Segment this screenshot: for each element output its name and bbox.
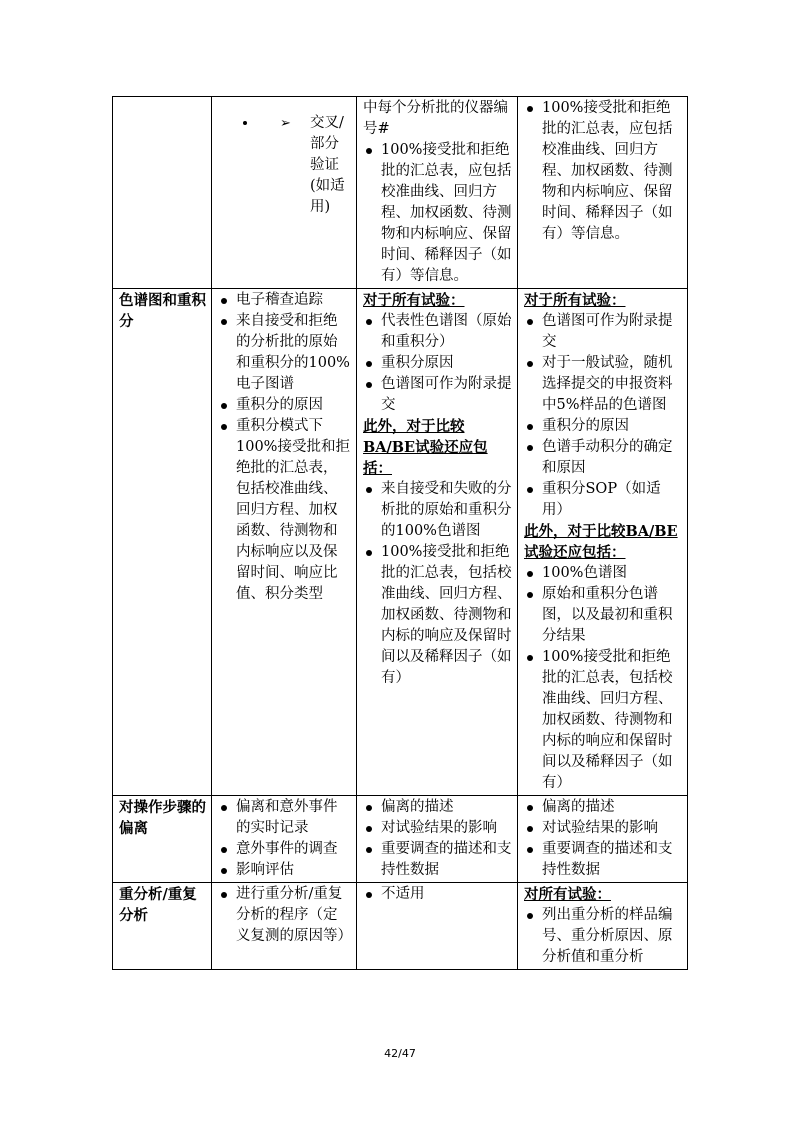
list-item [218,884,351,947]
bullet-icon [527,424,533,430]
requirements-table [112,96,688,970]
list-item [258,113,351,218]
bullet-icon [221,847,227,853]
bullet-icon [527,826,533,832]
table-row [113,97,688,289]
bullet-icon [366,805,372,811]
list-item [524,98,682,245]
bullet-icon [527,106,533,112]
section-heading: 对于所有试验： [363,292,465,309]
bullet-icon [221,805,227,811]
list-item-text: 来自接受和拒绝的分析批的原始和重积分的100%电子图谱 [236,313,350,392]
bullet-list [363,884,512,905]
list-item-text: 对于一般试验，随机选择提交的申报资料中5%样品的色谱图 [542,355,673,413]
list-item-text: 重要调查的描述和支持性数据 [381,841,512,878]
row-category-cell [113,289,212,796]
list-item [524,584,682,647]
bullet-list [218,113,351,218]
list-item-text: 对试验结果的影响 [381,820,497,836]
bullet-list [524,311,682,521]
list-item [363,818,512,839]
content-cell-c2 [212,97,357,289]
list-item-text: 100%接受批和拒绝批的汇总表，应包括校准曲线、回归方程、加权函数、待测物和内标响应、保留时间、稀释因子（如有）等信息。 [381,142,512,284]
list-item-text: 色谱图可作为附录提交 [381,376,512,413]
table-row [113,883,688,970]
content-cell-c4 [518,796,688,883]
bullet-list [524,797,682,881]
list-item [524,818,682,839]
bullet-icon [366,550,372,556]
bullet-icon [527,655,533,661]
list-item-text: 偏离和意外事件的实时记录 [236,799,338,836]
arrow-bullet-icon: • ➢ [280,115,291,131]
list-item-text: 重积分SOP（如适用） [542,481,661,518]
cell-text: 中每个分析批的仪器编号# [363,100,508,137]
list-item [363,839,512,881]
list-item-text: 100%接受批和拒绝批的汇总表，包括校准曲线、回归方程、加权函数、待测物和内标的响应和保留时间以及稀释因子（如有） [542,649,673,791]
bullet-icon [366,319,372,325]
list-item [218,839,351,860]
list-item-text: 列出重分析的样品编号、重分析原因、原分析值和重分析 [542,907,673,965]
content-cell-c2 [212,289,357,796]
content-cell-c4 [518,289,688,796]
bullet-icon [221,892,227,898]
list-item-text: 100%接受批和拒绝批的汇总表，包括校准曲线、回归方程、加权函数、待测物和内标的响应及保留时间以及稀释因子（如有） [381,544,512,686]
list-item [524,311,682,353]
list-item [218,416,351,605]
row-category-cell [113,883,212,970]
table-row [113,796,688,883]
list-item [363,797,512,818]
bullet-list [524,563,682,794]
content-cell-c2 [212,796,357,883]
list-item [218,395,351,416]
bullet-icon [527,487,533,493]
bullet-icon [221,403,227,409]
bullet-list [363,797,512,881]
list-item-text: 色谱图可作为附录提交 [542,313,673,350]
list-item [524,353,682,416]
bullet-icon [527,913,533,919]
bullet-icon [221,319,227,325]
list-item-text: 偏离的描述 [542,799,615,815]
list-item [524,797,682,818]
section-heading: 对所有试验： [524,886,611,903]
bullet-list [363,311,512,416]
bullet-list [218,884,351,947]
table-body [113,97,688,970]
row-category-label: 对操作步骤的偏离 [119,799,206,837]
list-item [363,542,512,689]
content-cell-c4 [518,97,688,289]
content-cell-c3 [357,289,518,796]
bullet-icon [527,805,533,811]
list-item-text: 色谱手动积分的确定和原因 [542,439,673,476]
list-item [524,647,682,794]
list-item-text: 重积分的原因 [542,418,629,434]
bullet-list [363,140,512,287]
bullet-icon [366,892,372,898]
bullet-icon [527,361,533,367]
list-item-text: 影响评估 [236,862,294,878]
list-item-text: 来自接受和失败的分析批的原始和重积分的100%色谱图 [381,481,512,539]
content-cell-c3 [357,883,518,970]
list-item [524,563,682,584]
list-item-text: 交叉/部分验证(如适用) [310,114,345,215]
list-item-text: 代表性色谱图（原始和重积分） [381,313,512,350]
list-item-text: 对试验结果的影响 [542,820,658,836]
content-cell-c2 [212,883,357,970]
list-item [363,479,512,542]
list-item [524,416,682,437]
list-item-text: 重积分模式下100%接受批和拒绝批的汇总表，包括校准曲线、回归方程、加权函数、待测物和内标响应以及保留时间、响应比值、积分类型 [236,418,350,602]
bullet-icon [366,487,372,493]
list-item-text: 100%接受批和拒绝批的汇总表，应包括校准曲线、回归方程、加权函数、待测物和内标响应、保留时间、稀释因子（如有）等信息。 [542,100,673,242]
list-item-text: 意外事件的调查 [236,841,338,857]
section-heading: 对于所有试验： [524,292,626,309]
bullet-icon [527,445,533,451]
row-category-label: 重分析/重复分析 [119,886,197,924]
bullet-icon [366,148,372,154]
list-item-text: 不适用 [381,886,425,902]
bullet-icon [366,382,372,388]
bullet-list [524,905,682,968]
list-item [524,905,682,968]
content-cell-c4 [518,883,688,970]
table-row [113,289,688,796]
row-category-cell [113,97,212,289]
list-item [218,797,351,839]
list-item [524,479,682,521]
bullet-icon [221,868,227,874]
bullet-list [218,797,351,881]
list-item [218,860,351,881]
bullet-icon [527,592,533,598]
bullet-icon [221,298,227,304]
row-category-cell [113,796,212,883]
list-item-text: 100%色谱图 [542,565,627,581]
content-cell-c3 [357,796,518,883]
list-item [363,884,512,905]
section-heading: 此外，对于比较BA/BE试验还应包括： [524,523,678,561]
row-category-label: 色谱图和重积分 [119,292,206,330]
list-item-text: 电子稽查追踪 [236,292,323,308]
list-item-text: 重积分的原因 [236,397,323,413]
bullet-icon [366,361,372,367]
page-number: 42/47 [384,1047,416,1060]
bullet-list [218,290,351,605]
list-item-text: 偏离的描述 [381,799,454,815]
list-item-text: 进行重分析/重复分析的程序（定义复测的原因等） [236,886,352,944]
list-item [363,374,512,416]
bullet-list [524,98,682,245]
list-item [363,140,512,287]
bullet-icon [366,826,372,832]
list-item [524,437,682,479]
content-cell-c3 [357,97,518,289]
section-heading: 此外，对于比较BA/BE试验还应包括： [363,418,488,477]
list-item-text: 原始和重积分色谱图，以及最初和重积分结果 [542,586,673,644]
list-item-text: 重要调查的描述和支持性数据 [542,841,673,878]
bullet-icon [366,847,372,853]
bullet-icon [527,319,533,325]
list-item [363,353,512,374]
list-item [218,290,351,311]
list-item [363,311,512,353]
bullet-icon [527,571,533,577]
list-item [524,839,682,881]
list-item [218,311,351,395]
bullet-icon [527,847,533,853]
bullet-list [363,479,512,689]
list-item-text: 重积分原因 [381,355,454,371]
bullet-icon [221,424,227,430]
